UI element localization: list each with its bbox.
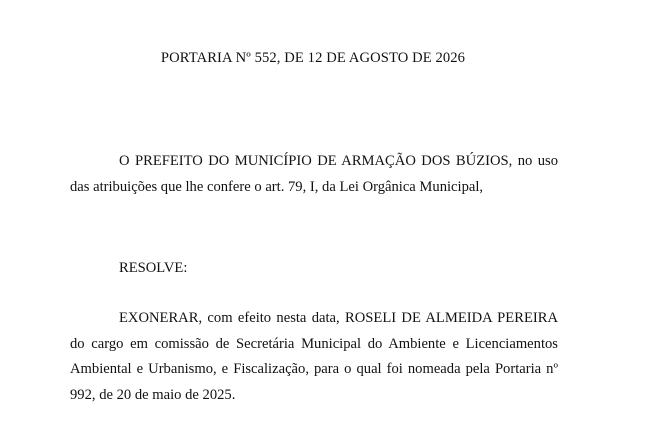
body-paragraph: EXONERAR, com efeito nesta data, ROSELI DE ALMEIDA PEREIRA do cargo em comissão de Secretária Municipal do Ambiente e Licenciamentos Ambiental e Urbanismo, e Fiscalização, para o qual foi nomeada pela Portaria nº 992, de 20 de maio de 2025.: [70, 310, 558, 403]
preamble-paragraph: O PREFEITO DO MUNICÍPIO DE ARMAÇÃO DOS BÚZIOS, no uso das atribuições que lhe confere o art. 79, I, da Lei Orgânica Municipal,: [70, 153, 558, 195]
document-title: PORTARIA Nº 552, DE 12 DE AGOSTO DE 2026: [160, 50, 466, 66]
resolve-heading: RESOLVE:: [119, 260, 188, 276]
